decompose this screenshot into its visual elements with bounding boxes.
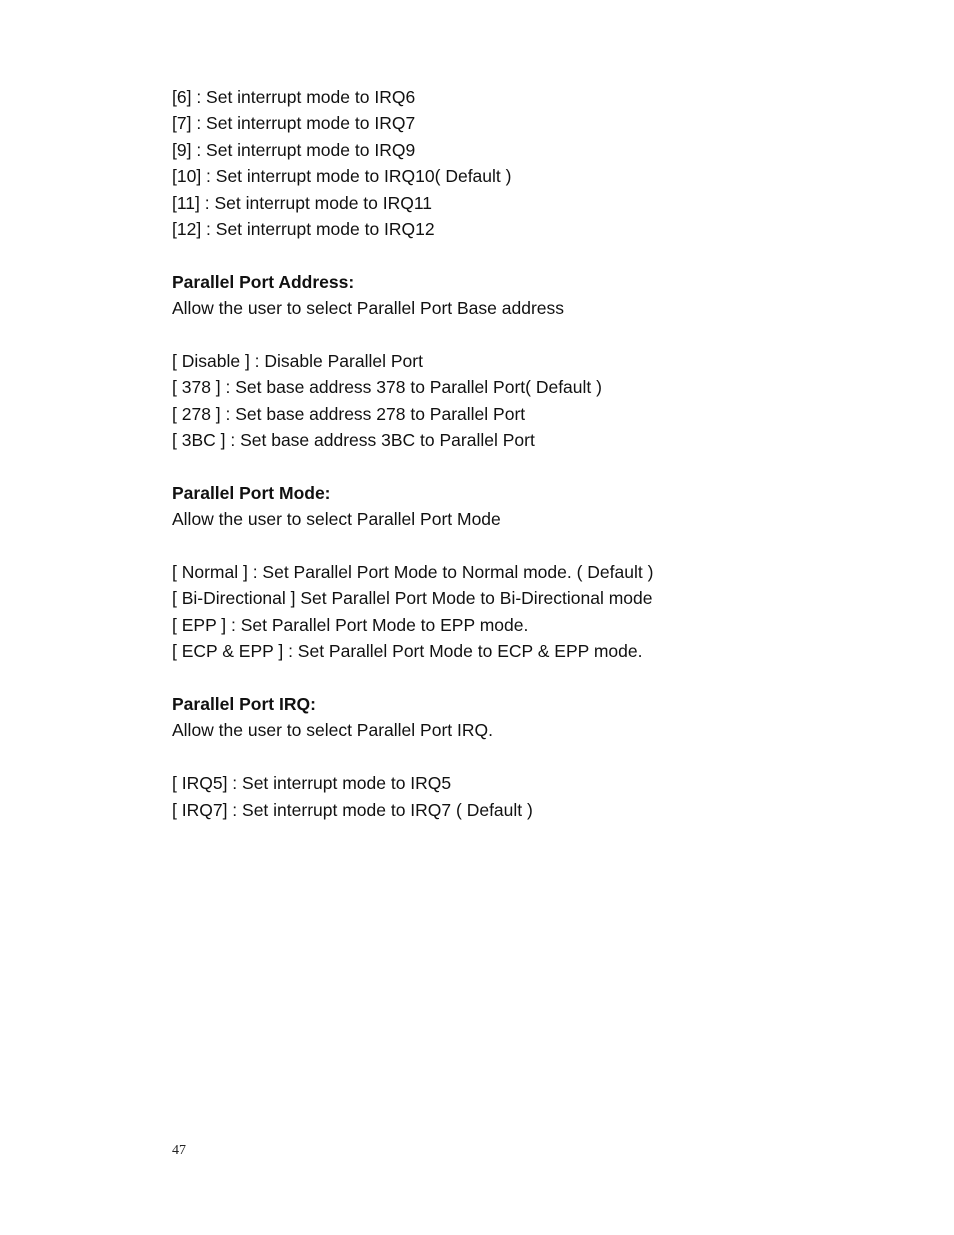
spacer [172,453,872,479]
spacer [172,744,872,770]
section-heading: Parallel Port Mode: [172,482,331,503]
address-option: [ Disable ] : Disable Parallel Port [172,350,423,371]
mode-option: [ EPP ] : Set Parallel Port Mode to EPP mode. [172,614,529,635]
mode-option: [ Bi-Directional ] Set Parallel Port Mode to Bi-Directional mode [172,588,653,609]
spacer [172,533,872,559]
section-description: Allow the user to select Parallel Port IRQ. [172,720,493,741]
address-option: [ 378 ] : Set base address 378 to Parallel Port( Default ) [172,377,602,398]
page-number: 47 [172,1143,186,1158]
spacer [172,242,872,268]
spacer [172,322,872,348]
irq-option: [11] : Set interrupt mode to IRQ11 [172,192,433,213]
irq-option-list [172,84,872,242]
irq-option: [10] : Set interrupt mode to IRQ10( Default ) [172,166,512,187]
irq-option: [9] : Set interrupt mode to IRQ9 [172,139,416,160]
parallel-port-irq-section [172,691,872,823]
irq-select-option: [ IRQ7] : Set interrupt mode to IRQ7 ( Default ) [172,799,533,820]
irq-select-option: [ IRQ5] : Set interrupt mode to IRQ5 [172,773,452,794]
irq-option: [12] : Set interrupt mode to IRQ12 [172,218,435,239]
address-option: [ 3BC ] : Set base address 3BC to Parallel Port [172,430,535,451]
section-description: Allow the user to select Parallel Port Mode [172,509,501,530]
mode-option: [ Normal ] : Set Parallel Port Mode to Normal mode. ( Default ) [172,562,654,583]
section-heading: Parallel Port Address: [172,271,355,292]
document-body [172,84,872,823]
parallel-port-mode-section [172,480,872,665]
address-option: [ 278 ] : Set base address 278 to Parallel Port [172,403,526,424]
parallel-port-address-section [172,269,872,454]
mode-option: [ ECP & EPP ] : Set Parallel Port Mode to ECP & EPP mode. [172,641,643,662]
spacer [172,665,872,691]
irq-option: [7] : Set interrupt mode to IRQ7 [172,113,416,134]
irq-option: [6] : Set interrupt mode to IRQ6 [172,87,416,107]
section-heading: Parallel Port IRQ: [172,693,316,714]
section-description: Allow the user to select Parallel Port Base address [172,298,564,319]
